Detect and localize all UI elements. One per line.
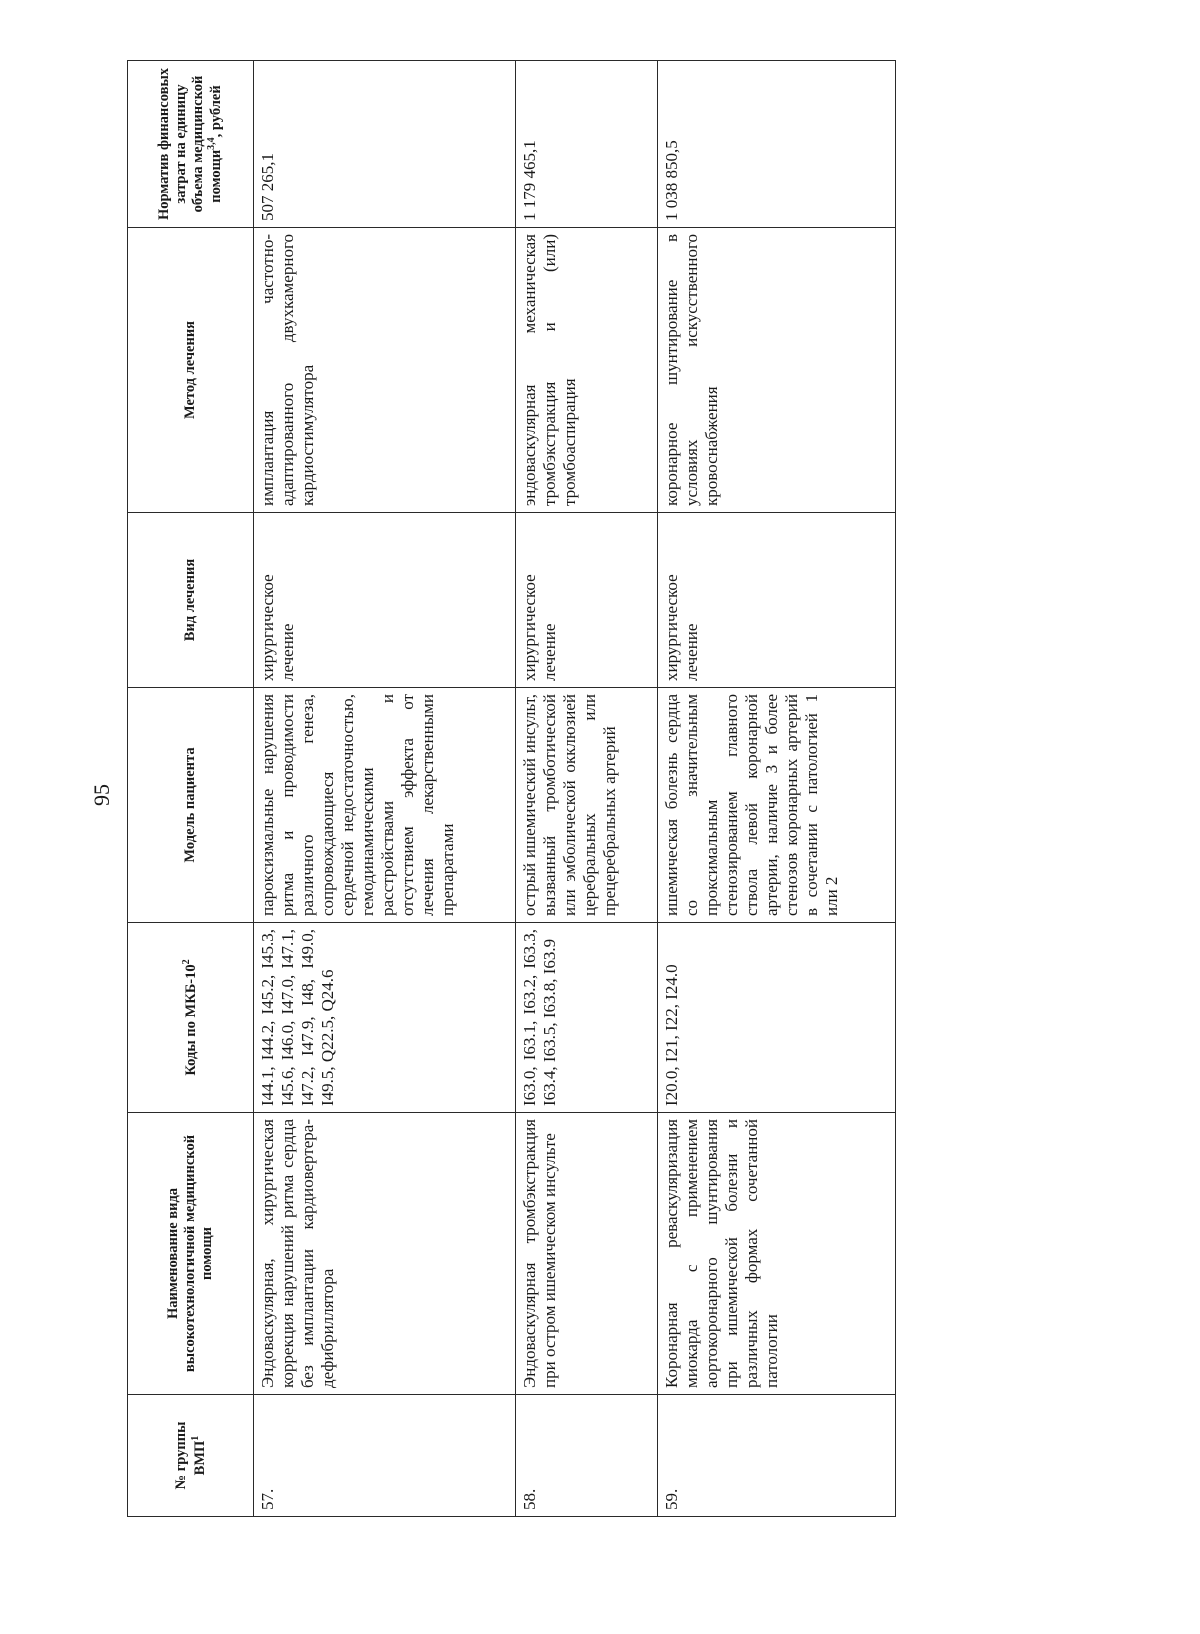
cell-model: пароксизмальные нарушения ритма и проводимости различного генеза, сопровождающиеся сердечной недостаточностью, гемодинамическими расстройствами и отсутствием эффекта от лечения лекарственными препаратами [254, 688, 516, 923]
cell-group: 58. [516, 1395, 658, 1517]
cell-treatment-type: хирургическое лечение [658, 513, 896, 688]
cell-method: эндоваскулярная механическая тромбэкстракция и (или) тромбоаспирация [516, 228, 658, 513]
rotated-table-container [127, 61, 895, 1517]
cell-group: 57. [254, 1395, 516, 1517]
table-row [516, 61, 658, 1517]
header-treatment-type: Вид лечения [128, 513, 254, 688]
cell-treatment-type: хирургическое лечение [254, 513, 516, 688]
cell-method: коронарное шунтирование в условиях искусственного кровоснабжения [658, 228, 896, 513]
page-number: 95 [89, 784, 114, 806]
header-name: Наименование вида высокотехнологичной медицинской помощи [128, 1113, 254, 1395]
header-row [128, 61, 254, 1517]
vmp-table [127, 60, 896, 1517]
header-model: Модель пациента [128, 688, 254, 923]
cell-group: 59. [658, 1395, 896, 1517]
cell-codes: I63.0, I63.1, I63.2, I63.3, I63.4, I63.5, I63.8, I63.9 [516, 923, 658, 1113]
cell-model: острый ишемический инсульт, вызванный тромботической или эмболической окклюзией церебральных или прецеребральных артерий [516, 688, 658, 923]
cell-norm: 507 265,1 [254, 61, 516, 228]
cell-name: Эндоваскулярная, хирургическая коррекция нарушений ритма сердца без имплантации кардиовертера-дефибриллятора [254, 1113, 516, 1395]
cell-treatment-type: хирургическое лечение [516, 513, 658, 688]
cell-method: имплантация частотно-адаптированного двухкамерного кардиостимулятора [254, 228, 516, 513]
header-method: Метод лечения [128, 228, 254, 513]
cell-codes: I20.0, I21, I22, I24.0 [658, 923, 896, 1113]
cell-name: Коронарная реваскуляризация миокарда с применением аортокоронарного шунтирования при ишемической болезни и различных формах сочетанной патологии [658, 1113, 896, 1395]
table-row [658, 61, 896, 1517]
cell-model: ишемическая болезнь сердца со значительным проксимальным стенозированием главного ствола левой коронарной артерии, наличие 3 и более стенозов коронарных артерий в сочетании с патологией 1 или 2 [658, 688, 896, 923]
header-group: № группы ВМП$^1$ [128, 1395, 254, 1517]
cell-codes: I44.1, I44.2, I45.2, I45.3, I45.6, I46.0, I47.0, I47.1, I47.2, I47.9, I48, I49.0, I49.5, Q22.5, Q24.6 [254, 923, 516, 1113]
cell-norm: 1 038 850,5 [658, 61, 896, 228]
table-row [254, 61, 516, 1517]
cell-norm: 1 179 465,1 [516, 61, 658, 228]
header-codes: Коды по МКБ-$10^2$ [128, 923, 254, 1113]
header-norm: Норматив финансовых затрат на единицу объема медицинской помощи$^{3,4}$, рублей [128, 61, 254, 228]
cell-name: Эндоваскулярная тромбэкстракция при остром ишемическом инсульте [516, 1113, 658, 1395]
